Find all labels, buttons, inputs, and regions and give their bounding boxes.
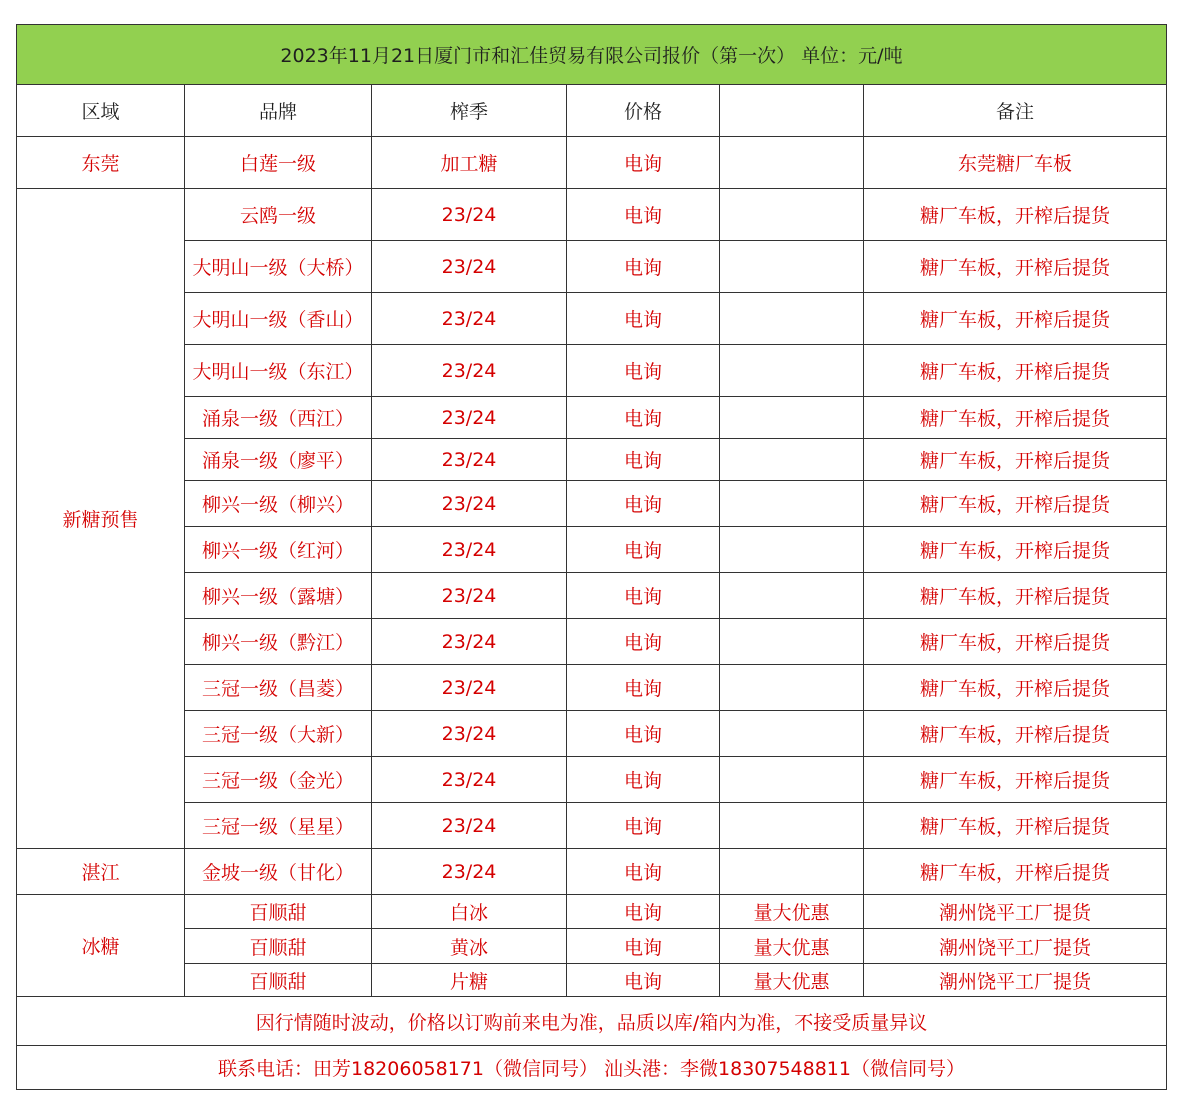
price-cell: 电询 bbox=[567, 849, 720, 895]
table-row bbox=[17, 241, 1167, 293]
season-cell: 23/24 bbox=[372, 803, 567, 849]
extra-cell bbox=[720, 757, 864, 803]
season-cell: 23/24 bbox=[372, 665, 567, 711]
note-cell: 糖厂车板，开榨后提货 bbox=[864, 665, 1167, 711]
note-cell: 糖厂车板，开榨后提货 bbox=[864, 481, 1167, 527]
season-cell: 23/24 bbox=[372, 481, 567, 527]
season-cell: 23/24 bbox=[372, 439, 567, 481]
brand-cell: 涌泉一级（廖平） bbox=[185, 439, 372, 481]
extra-cell: 量大优惠 bbox=[720, 929, 864, 964]
price-cell: 电询 bbox=[567, 137, 720, 189]
note-cell: 糖厂车板，开榨后提货 bbox=[864, 345, 1167, 397]
header-season: 榨季 bbox=[372, 85, 567, 137]
note-cell: 潮州饶平工厂提货 bbox=[864, 929, 1167, 964]
brand-cell: 柳兴一级（露塘） bbox=[185, 573, 372, 619]
table-row bbox=[17, 711, 1167, 757]
table-row bbox=[17, 849, 1167, 895]
price-cell: 电询 bbox=[567, 665, 720, 711]
note-cell: 糖厂车板，开榨后提货 bbox=[864, 293, 1167, 345]
table-row bbox=[17, 964, 1167, 997]
note-cell: 糖厂车板，开榨后提货 bbox=[864, 527, 1167, 573]
price-cell: 电询 bbox=[567, 895, 720, 929]
table-row bbox=[17, 137, 1167, 189]
note-cell: 糖厂车板，开榨后提货 bbox=[864, 439, 1167, 481]
brand-cell: 三冠一级（大新） bbox=[185, 711, 372, 757]
extra-cell bbox=[720, 137, 864, 189]
table-row bbox=[17, 619, 1167, 665]
brand-cell: 云鸥一级 bbox=[185, 189, 372, 241]
extra-cell bbox=[720, 481, 864, 527]
note-cell: 糖厂车板，开榨后提货 bbox=[864, 189, 1167, 241]
note-cell: 糖厂车板，开榨后提货 bbox=[864, 711, 1167, 757]
extra-cell bbox=[720, 711, 864, 757]
region-cell: 新糖预售 bbox=[17, 189, 185, 849]
note-cell: 糖厂车板，开榨后提货 bbox=[864, 241, 1167, 293]
footer-row bbox=[17, 997, 1167, 1046]
season-cell: 23/24 bbox=[372, 397, 567, 439]
price-cell: 电询 bbox=[567, 711, 720, 757]
brand-cell: 涌泉一级（西江） bbox=[185, 397, 372, 439]
extra-cell bbox=[720, 439, 864, 481]
note-cell: 东莞糖厂车板 bbox=[864, 137, 1167, 189]
brand-cell: 三冠一级（星星） bbox=[185, 803, 372, 849]
table-row bbox=[17, 293, 1167, 345]
extra-cell bbox=[720, 293, 864, 345]
season-cell: 片糖 bbox=[372, 964, 567, 997]
price-cell: 电询 bbox=[567, 439, 720, 481]
table-row bbox=[17, 397, 1167, 439]
extra-cell bbox=[720, 573, 864, 619]
region-cell: 湛江 bbox=[17, 849, 185, 895]
brand-cell: 百顺甜 bbox=[185, 964, 372, 997]
table-row bbox=[17, 527, 1167, 573]
price-cell: 电询 bbox=[567, 345, 720, 397]
season-cell: 23/24 bbox=[372, 619, 567, 665]
brand-cell: 金坡一级（甘化） bbox=[185, 849, 372, 895]
brand-cell: 三冠一级（金光） bbox=[185, 757, 372, 803]
extra-cell bbox=[720, 849, 864, 895]
extra-cell: 量大优惠 bbox=[720, 895, 864, 929]
season-cell: 23/24 bbox=[372, 241, 567, 293]
extra-cell bbox=[720, 189, 864, 241]
header-region: 区域 bbox=[17, 85, 185, 137]
note-cell: 糖厂车板，开榨后提货 bbox=[864, 619, 1167, 665]
note-cell: 糖厂车板，开榨后提货 bbox=[864, 573, 1167, 619]
season-cell: 23/24 bbox=[372, 757, 567, 803]
season-cell: 23/24 bbox=[372, 345, 567, 397]
header-price: 价格 bbox=[567, 85, 720, 137]
region-cell: 冰糖 bbox=[17, 895, 185, 997]
price-cell: 电询 bbox=[567, 757, 720, 803]
note-cell: 糖厂车板，开榨后提货 bbox=[864, 849, 1167, 895]
price-table bbox=[16, 24, 1167, 1090]
brand-cell: 大明山一级（东江） bbox=[185, 345, 372, 397]
price-cell: 电询 bbox=[567, 929, 720, 964]
price-cell: 电询 bbox=[567, 241, 720, 293]
season-cell: 23/24 bbox=[372, 189, 567, 241]
note-cell: 潮州饶平工厂提货 bbox=[864, 895, 1167, 929]
season-cell: 白冰 bbox=[372, 895, 567, 929]
header-extra bbox=[720, 85, 864, 137]
price-cell: 电询 bbox=[567, 964, 720, 997]
table-row bbox=[17, 665, 1167, 711]
disclaimer-cell: 因行情随时波动，价格以订购前来电为准，品质以库/箱内为准，不接受质量异议 bbox=[17, 997, 1167, 1046]
footer-row bbox=[17, 1046, 1167, 1090]
table-row bbox=[17, 189, 1167, 241]
extra-cell bbox=[720, 345, 864, 397]
price-cell: 电询 bbox=[567, 803, 720, 849]
price-cell: 电询 bbox=[567, 573, 720, 619]
table-row bbox=[17, 481, 1167, 527]
table-row bbox=[17, 345, 1167, 397]
extra-cell: 量大优惠 bbox=[720, 964, 864, 997]
table-row bbox=[17, 803, 1167, 849]
table-row bbox=[17, 573, 1167, 619]
season-cell: 加工糖 bbox=[372, 137, 567, 189]
region-cell: 东莞 bbox=[17, 137, 185, 189]
price-cell: 电询 bbox=[567, 527, 720, 573]
brand-cell: 柳兴一级（黔江） bbox=[185, 619, 372, 665]
brand-cell: 柳兴一级（柳兴） bbox=[185, 481, 372, 527]
season-cell: 黄冰 bbox=[372, 929, 567, 964]
brand-cell: 三冠一级（昌菱） bbox=[185, 665, 372, 711]
price-cell: 电询 bbox=[567, 293, 720, 345]
price-cell: 电询 bbox=[567, 189, 720, 241]
note-cell: 糖厂车板，开榨后提货 bbox=[864, 397, 1167, 439]
price-cell: 电询 bbox=[567, 481, 720, 527]
brand-cell: 百顺甜 bbox=[185, 929, 372, 964]
table-title: 2023年11月21日厦门市和汇佳贸易有限公司报价（第一次） 单位：元/吨 bbox=[17, 25, 1167, 85]
extra-cell bbox=[720, 241, 864, 293]
extra-cell bbox=[720, 665, 864, 711]
brand-cell: 柳兴一级（红河） bbox=[185, 527, 372, 573]
note-cell: 糖厂车板，开榨后提货 bbox=[864, 757, 1167, 803]
season-cell: 23/24 bbox=[372, 293, 567, 345]
table-row bbox=[17, 757, 1167, 803]
contact-cell: 联系电话：田芳18206058171（微信同号） 汕头港：李微18307548811（微信同号） bbox=[17, 1046, 1167, 1090]
brand-cell: 百顺甜 bbox=[185, 895, 372, 929]
brand-cell: 大明山一级（香山） bbox=[185, 293, 372, 345]
table-row bbox=[17, 439, 1167, 481]
season-cell: 23/24 bbox=[372, 573, 567, 619]
season-cell: 23/24 bbox=[372, 527, 567, 573]
season-cell: 23/24 bbox=[372, 711, 567, 757]
price-table-body bbox=[17, 25, 1167, 1090]
note-cell: 糖厂车板，开榨后提货 bbox=[864, 803, 1167, 849]
brand-cell: 白莲一级 bbox=[185, 137, 372, 189]
note-cell: 潮州饶平工厂提货 bbox=[864, 964, 1167, 997]
table-row bbox=[17, 929, 1167, 964]
extra-cell bbox=[720, 397, 864, 439]
extra-cell bbox=[720, 803, 864, 849]
brand-cell: 大明山一级（大桥） bbox=[185, 241, 372, 293]
extra-cell bbox=[720, 527, 864, 573]
price-cell: 电询 bbox=[567, 619, 720, 665]
table-row bbox=[17, 895, 1167, 929]
title-row bbox=[17, 25, 1167, 85]
header-note: 备注 bbox=[864, 85, 1167, 137]
header-brand: 品牌 bbox=[185, 85, 372, 137]
header-row bbox=[17, 85, 1167, 137]
price-cell: 电询 bbox=[567, 397, 720, 439]
extra-cell bbox=[720, 619, 864, 665]
season-cell: 23/24 bbox=[372, 849, 567, 895]
